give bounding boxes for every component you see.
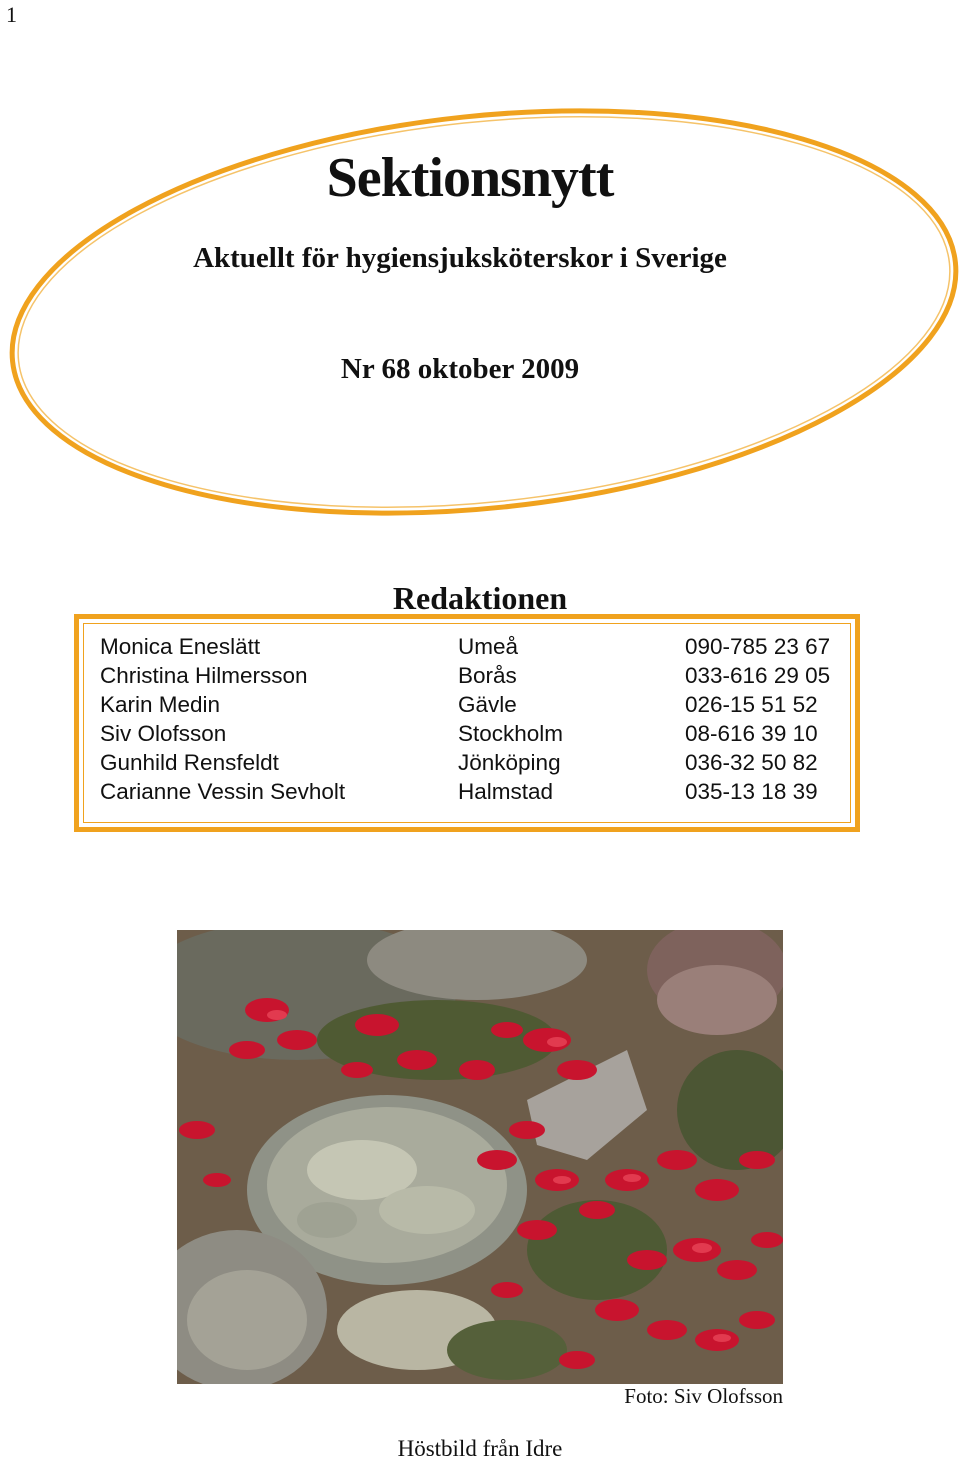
title-oval <box>0 0 960 560</box>
editor-phone: 033-616 29 05 <box>685 663 831 688</box>
editor-row <box>100 634 860 663</box>
editor-name: Karin Medin <box>100 692 221 717</box>
editor-phone: 036-32 50 82 <box>685 750 818 775</box>
issue-number: Nr 68 oktober 2009 <box>340 353 580 385</box>
editor-name: Monica Eneslätt <box>100 634 261 659</box>
newsletter-subtitle: Aktuellt för hygiensjuksköterskor i Sverige <box>193 242 727 274</box>
editor-city: Halmstad <box>458 779 554 804</box>
editor-city: Borås <box>458 663 517 688</box>
editor-city: Stockholm <box>458 721 564 746</box>
editor-name: Gunhild Rensfeldt <box>100 750 279 775</box>
editor-row <box>100 721 860 750</box>
editor-phone: 090-785 23 67 <box>685 634 831 659</box>
page-number: 1 <box>6 2 17 27</box>
editor-city: Jönköping <box>458 750 561 775</box>
editor-name: Siv Olofsson <box>100 721 227 746</box>
editorial-heading: Redaktionen <box>392 580 568 616</box>
editor-phone: 035-13 18 39 <box>685 779 818 804</box>
editor-row <box>100 663 860 692</box>
editor-row <box>100 750 860 779</box>
editor-city: Umeå <box>458 634 519 659</box>
editor-row <box>100 779 860 808</box>
editor-phone: 026-15 51 52 <box>685 692 818 717</box>
editor-city: Gävle <box>458 692 517 717</box>
newsletter-title: Sektionsnytt <box>326 147 614 209</box>
editor-name: Carianne Vessin Sevholt <box>100 779 346 804</box>
editor-list <box>100 634 860 808</box>
photo-illustration <box>177 930 783 1384</box>
editor-phone: 08-616 39 10 <box>685 721 818 746</box>
photo-credit: Foto: Siv Olofsson <box>624 1384 783 1408</box>
editor-row <box>100 692 860 721</box>
photo-caption: Höstbild från Idre <box>397 1436 563 1461</box>
autumn-photo <box>177 930 783 1384</box>
editor-name: Christina Hilmersson <box>100 663 308 688</box>
